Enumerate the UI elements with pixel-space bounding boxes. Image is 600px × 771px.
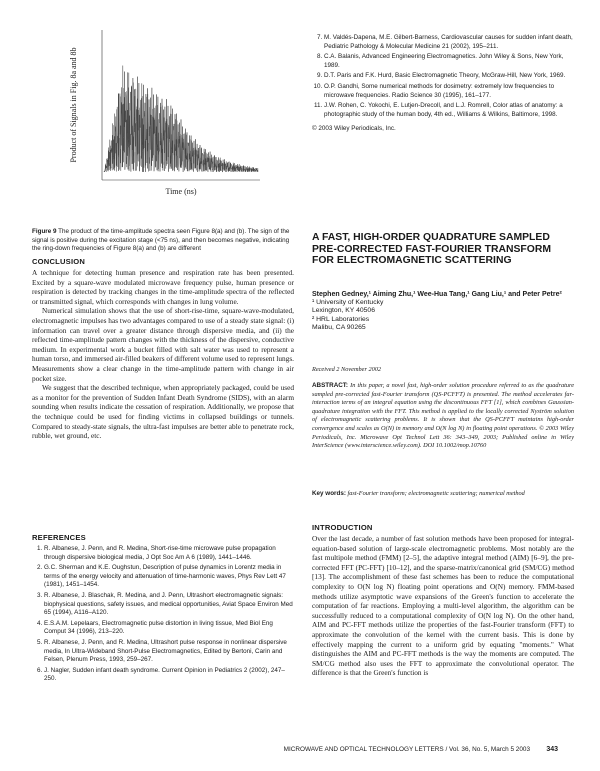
conclusion-paragraph-1: A technique for detecting human presence and respiration rate has been presented. Excited by a square-wave modulated microwave frequency pulse, human presence or respiration is detected by tracking changes in the time-amplitude spectra of the reflected or transmitted signal, which corresponds with changes in lung volume. <box>32 268 294 306</box>
reference-item: 7. M. Valdés-Dapena, M.E. Gilbert-Barness, Cardiovascular causes for sudden infant death, Pediatric Pathology & Molecular Medicine 21 (2002), 195–211. <box>324 34 574 51</box>
reference-item: 10. O.P. Gandhi, Some numerical methods for dosimetry: extremely low frequencies to microwave frequencies. Radio Science 30 (1995), 161–177. <box>324 83 574 100</box>
references-section <box>32 533 294 686</box>
keywords-text: fast-Fourier transform; electromagnetic scattering; numerical method <box>347 490 525 497</box>
figure-caption <box>32 228 294 254</box>
figure-plot <box>32 22 294 198</box>
conclusion-section <box>32 257 294 441</box>
x-axis-label: Time (ns) <box>165 187 197 196</box>
affiliation-1: ¹ University of Kentucky <box>312 299 384 306</box>
copyright: © 2003 Wiley Periodicals, Inc. <box>312 125 396 133</box>
figure-9 <box>32 22 294 198</box>
keywords-label: Key words: <box>312 490 346 497</box>
reference-item: 6. J. Nagler, Sudden infant death syndrome. Current Opinion in Pediatrics 2 (2002), 247–250. <box>44 667 294 684</box>
reference-item: 2. G.C. Sherman and K.E. Oughstun, Description of pulse dynamics in Lorentz media in terms of the energy velocity and attenuation of time-harmonic waves, Phys Rev Lett 47 (1981), 1451–1454. <box>44 564 294 590</box>
intro-paragraph: Over the last decade, a number of fast solution methods have been proposed for integral-equation-based solution of large-scale electromagnetic problems. Most notably are the fast multipole method (FMM) [2–5], the adaptive integral method (AIM) [6–9], the pre-corrected FFT (PC-FFT) [10–12], and the sparse-matrix/canonical grid (SM/CG) method [13]. The accomplishment of these fast schemes has been to reduce the computational complexity to O(N log N) floating point operations and O(N) memory. FMM-based methods utilize asymptotic wave expansions of the Green's function to accelerate the computation of far reactions. Employing a multi-level algorithm, the algorithm can be successfully reduced to a computational complexity of O(N log N). On the other hand, AIM and PC-FFT methods utilize the properties of the fast-Fourier transform (FFT) to approximate the convolution of the kernel with the current basis. This is done by effectively mapping the current to a uniform grid by equating "moments." What distinguishes the AIM and PC-FFT methods is the way the moments are computed. The SM/CG method also uses the FFT to approximate the convolutional operator. The difference is that the Green's function is <box>312 534 574 678</box>
reference-item: 3. R. Albanese, J. Blaschak, R. Medina, and J. Penn, Ultrashort electromagnetic signals: biophysical questions, safety issues, and medical opportunities, Aviat Space Environ Med 65 (1994), A116–A120. <box>44 592 294 618</box>
y-axis-label: Product of Signals in Fig. 8a and 8b <box>69 47 78 163</box>
conclusion-paragraph-3: We suggest that the described technique, when appropriately packaged, could be used as a monitor for the prevention of Sudden Infant Death Syndrome (SIDS), with an alarm sounding when results indicate the cessation of respiration. Additionally, we propose that the technique could be used for finding victims in collapsed buildings or tunnels. Compared to steady-state signals, the ultra-fast impulses are better able to penetrate rock, rubble, wet ground, etc. <box>32 383 294 441</box>
article-title: A FAST, HIGH-ORDER QUADRATURE SAMPLED PRE-CORRECTED FAST-FOURIER TRANSFORM FOR ELECTROMAGNETIC SCATTERING <box>312 232 551 267</box>
reference-item: 9. D.T. Paris and F.K. Hurd, Basic Electromagnetic Theory, McGraw-Hill, New York, 1969. <box>324 72 574 81</box>
abstract <box>312 382 574 451</box>
affiliation-2: Lexington, KY 40506 <box>312 307 375 315</box>
page-number: 343 <box>546 746 558 753</box>
reference-item: 11. J.W. Rohen, C. Yokochi, E. Lutjen-Drecoll, and L.J. Romrell, Color atlas of anatomy: a photographic study of the human body, 4th ed., Williams & Wilkins, Baltimore, 1998. <box>324 102 574 119</box>
reference-item: 8. C.A. Balanis, Advanced Engineering Electromagnetics. John Wiley & Sons, New York, 1989. <box>324 53 574 70</box>
reference-item: 5. R. Albanese, J. Penn, and R. Medina, Ultrashort pulse response in nonlinear dispersive media, In Ultra-Wideband Short-Pulse Electromagnetics, Edited by Bertoni, Carin and Felsen, Plenum Press, 1993, 259–267. <box>44 639 294 665</box>
author-block <box>312 290 574 333</box>
reference-item: 4. E.S.A.M. Lepelaars, Electromagnetic pulse distortion in living tissue, Med Biol Eng Comput 34 (1996), 213–220. <box>44 620 294 637</box>
introduction-section <box>312 523 574 678</box>
affiliation-4: Malibu, CA 90265 <box>312 324 366 332</box>
authors: Stephen Gedney,¹ Aiming Zhu,¹ Wee-Hua Tang,¹ Gang Liu,¹ and Peter Petre² <box>312 291 562 298</box>
conclusion-paragraph-2: Numerical simulation shows that the use of short-rise-time, square-wave-modulated, electromagnetic impulses has two advantages compared to use of a steady state signal: (i) information can travel over a greater distance through dispersive media, and (ii) the reflected time-amplitude pattern changes with the thickness of the dispersive, conductive medium. In experimental work a bucket filled with salt water was used to represent a human torso, and immersed air-filled beakers of different volume used to represent lungs. Measurements show a clear change in the time-amplitude pattern with change in air pocket size. <box>32 306 294 383</box>
affiliation-3: ² HRL Laboratories <box>312 315 370 323</box>
conclusion-heading: CONCLUSION <box>32 257 86 266</box>
reference-item: 1. R. Albanese, J. Penn, and R. Medina, Short-rise-time microwave pulse propagation through dispersive biological media, J Opt Soc Am A 6 (1989), 1441–1446. <box>44 545 294 562</box>
abstract-label: ABSTRACT: <box>312 382 349 389</box>
references-heading: REFERENCES <box>32 533 86 542</box>
received-date: Received 2 November 2002 <box>312 366 382 373</box>
signal-trace <box>104 66 258 172</box>
abstract-text: In this paper, a novel fast, high-order solution procedure referred to as the quadrature sampled pre-corrected fast-Fourier transform (QS-PCFFT) is presented. The method accelerates far-interaction terms of an integral equation using the discontinuous FFT [1], which combines Gaussian-quadrature integration with the FFT. This method is applied to the locally corrected Nyström solution of electromagnetic scattering problems. It is shown that the QS-PCFFT maintains high-order convergence and scales as O(N) in memory and O(N log N) in floating point operations. © 2003 Wiley Periodicals, Inc. Microwave Opt Technol Lett 36: 343–349, 2003; Published online in Wiley InterScience (www.interscience.wiley.com). DOI 10.1002/mop.10760 <box>312 382 575 450</box>
journal-citation: MICROWAVE AND OPTICAL TECHNOLOGY LETTERS / Vol. 36, No. 5, March 5 2003 <box>283 746 530 753</box>
intro-heading: INTRODUCTION <box>312 523 373 532</box>
caption-label: Figure 9 <box>32 228 57 235</box>
keywords <box>312 490 574 499</box>
references-continued <box>312 34 574 134</box>
caption-text: The product of the time-amplitude spectra seen Figure 8(a) and (b). The sign of the signal is positive during the excitation stage (<75 ns), and then becomes negative, indicating the ring-down frequencies of Figure 8(a) and (b) are different <box>32 228 290 253</box>
